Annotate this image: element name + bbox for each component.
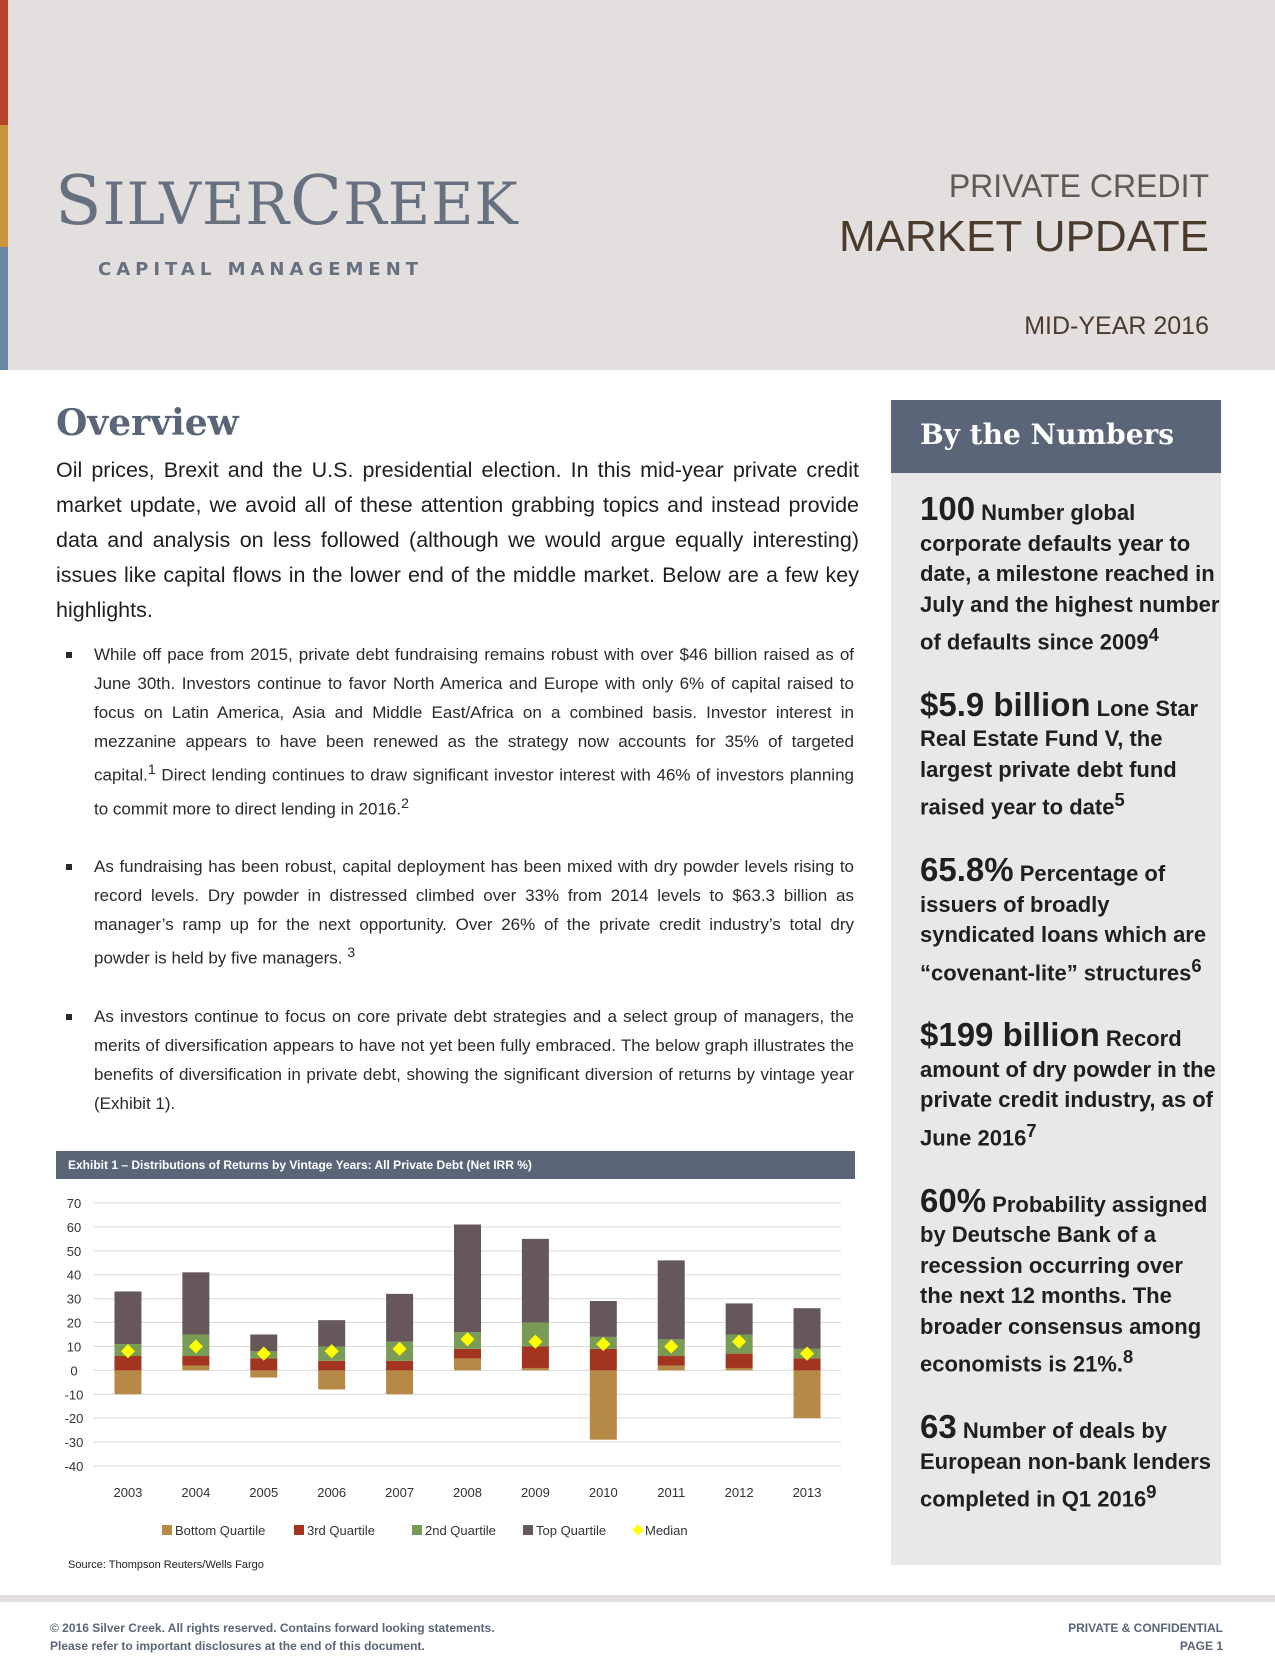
bar-3rd-quartile [454,1349,481,1359]
numbers-sidebar-title: By the Numbers [920,418,1175,451]
stat-item: $199 billion Record amount of dry powder in the private credit industry, as of June 2016$^7$ [920,1016,1216,1151]
exhibit-title: Exhibit 1 – Distributions of Returns by Vintage Years: All Private Debt (Net IRR %) [56,1151,855,1179]
footer-divider [0,1595,1275,1602]
report-edition: MID-YEAR 2016 [1024,312,1209,340]
stat-item: 65.8% Percentage of issuers of broadly syndicated loans which are “covenant-lite” structures$^6$ [920,851,1207,985]
bar-3rd-quartile [182,1356,209,1366]
y-tick-label: 20 [66,1315,82,1331]
legend-swatch [412,1525,422,1535]
returns-chart [56,1180,855,1555]
highlight-item: As investors continue to focus on core private debt strategies and a select group of managers, the merits of diversification appears to have not yet been fully embraced. The below graph illustrates the benefits of diversification in private debt, showing the significant diversion of returns by vintage year (Exhibit 1). [64,1002,854,1118]
legend-label: Median [645,1523,688,1538]
bar-top-quartile [522,1239,549,1323]
bar-top-quartile [318,1320,345,1346]
legend-label: 3rd Quartile [307,1523,375,1538]
accent-stripe-red [0,0,8,125]
y-tick-label: -10 [64,1387,84,1403]
bar-bottom-quartile [658,1366,685,1371]
report-category: PRIVATE CREDIT [948,168,1209,204]
x-tick-label: 2006 [317,1485,347,1500]
bar-bottom-quartile [794,1370,821,1418]
bar-bottom-quartile [522,1368,549,1370]
bar-3rd-quartile [658,1356,685,1366]
overview-paragraph: Oil prices, Brexit and the U.S. presidential election. In this mid-year private credit market update, we avoid all of these attention grabbing topics and instead provide data and analysis on less followed (although we would argue equally interesting) issues like capital flows in the lower end of the middle market. Below are a few key highlights. [56,458,859,622]
bar-bottom-quartile [318,1370,345,1389]
stats-list [920,490,1220,1543]
x-tick-label: 2010 [588,1485,618,1500]
bar-top-quartile [114,1291,141,1344]
bar-3rd-quartile [386,1361,413,1371]
bar-top-quartile [726,1303,753,1334]
legend-median-marker [632,1524,643,1535]
company-logo-subtitle: CAPITAL MANAGEMENT [98,259,424,280]
highlights-list [64,640,854,1147]
footer-confidential: PRIVATE & CONFIDENTIAL PAGE 1 [1068,1621,1223,1653]
bar-top-quartile [182,1272,209,1334]
y-tick-label: 50 [66,1243,82,1259]
bar-bottom-quartile [114,1370,141,1394]
highlight-item: While off pace from 2015, private debt fundraising remains robust with over $46 billion raised as of June 30th. Investors continue to favor North America and Europe with only 6% of capital raised to focus on Latin America, Asia and Middle East/Africa on a combined basis. Investor interest in mezzanine appears to have been renewed as the strategy now accounts for 35% of targeted capital.$^1$ Direct lending continues to draw significant investor interest with 46% of investors planning to commit more to direct lending in 2016.$^2$ [64,640,854,823]
stat-item: 100 Number global corporate defaults year to date, a milestone reached in July and the highest number of defaults since 2009$^4$ [920,490,1220,655]
x-tick-label: 2007 [385,1485,415,1500]
company-logo: SILVERCREEK [55,162,519,241]
x-tick-label: 2009 [520,1485,550,1500]
accent-stripe-blue [0,247,8,370]
bar-bottom-quartile [454,1358,481,1370]
legend-label: Top Quartile [536,1523,607,1538]
y-tick-label: 10 [66,1339,82,1355]
bar-top-quartile [454,1225,481,1333]
bar-3rd-quartile [590,1349,617,1371]
legend-swatch [294,1525,304,1535]
bar-top-quartile [794,1308,821,1349]
bar-3rd-quartile [318,1361,345,1371]
x-tick-label: 2011 [657,1485,686,1500]
x-tick-label: 2013 [792,1485,822,1500]
bar-bottom-quartile [386,1370,413,1394]
footer-copyright: © 2016 Silver Creek. All rights reserved. Contains forward looking statements. Please refer to important disclosures at the end of this document. [50,1621,495,1653]
stat-item: 63 Number of deals by European non-bank lenders completed in Q1 2016$^9$ [920,1408,1211,1512]
x-tick-label: 2004 [181,1485,211,1500]
y-tick-label: -20 [64,1411,84,1427]
bar-bottom-quartile [182,1366,209,1371]
stat-item: $5.9 billion Lone Star Real Estate Fund V, the largest private debt fund raised year to date$^5$ [920,685,1199,820]
overview-heading: Overview [56,402,239,444]
y-tick-label: 40 [66,1267,82,1283]
legend-label: Bottom Quartile [175,1523,266,1538]
accent-stripe-gold [0,125,8,247]
bar-bottom-quartile [590,1370,617,1439]
bar-3rd-quartile [522,1346,549,1368]
legend-swatch [162,1525,172,1535]
bar-3rd-quartile [726,1354,753,1368]
bar-top-quartile [386,1294,413,1342]
y-tick-label: -40 [64,1459,84,1474]
bar-top-quartile [590,1301,617,1337]
report-title: MARKET UPDATE [839,212,1209,261]
y-tick-label: -30 [64,1435,84,1451]
chart-source: Source: Thompson Reuters/Wells Fargo [68,1559,264,1571]
x-tick-label: 2012 [724,1485,754,1500]
y-tick-label: 70 [66,1196,82,1211]
stat-item: 60% Probability assigned by Deutsche Bank of a recession occurring over the next 12 months. The broader consensus among economists is 21%.$^8$ [920,1181,1208,1377]
y-tick-label: 30 [66,1291,82,1307]
y-tick-label: 0 [70,1363,78,1379]
legend-swatch [523,1525,533,1535]
legend-label: 2nd Quartile [425,1523,496,1538]
x-tick-label: 2005 [249,1485,279,1500]
highlight-item: As fundraising has been robust, capital deployment has been mixed with dry powder levels rising to record levels. Dry powder in distressed climbed over 33% from 2014 levels to $63.3 billion as manager’s ramp up for the next opportunity. Over 26% of the private credit industry’s total dry powder is held by five managers. $^3$ [64,852,854,973]
y-tick-label: 60 [66,1219,82,1235]
x-tick-label: 2008 [453,1485,482,1500]
bar-top-quartile [658,1260,685,1339]
bar-bottom-quartile [250,1370,277,1377]
bar-bottom-quartile [726,1368,753,1370]
x-tick-label: 2003 [113,1485,143,1500]
